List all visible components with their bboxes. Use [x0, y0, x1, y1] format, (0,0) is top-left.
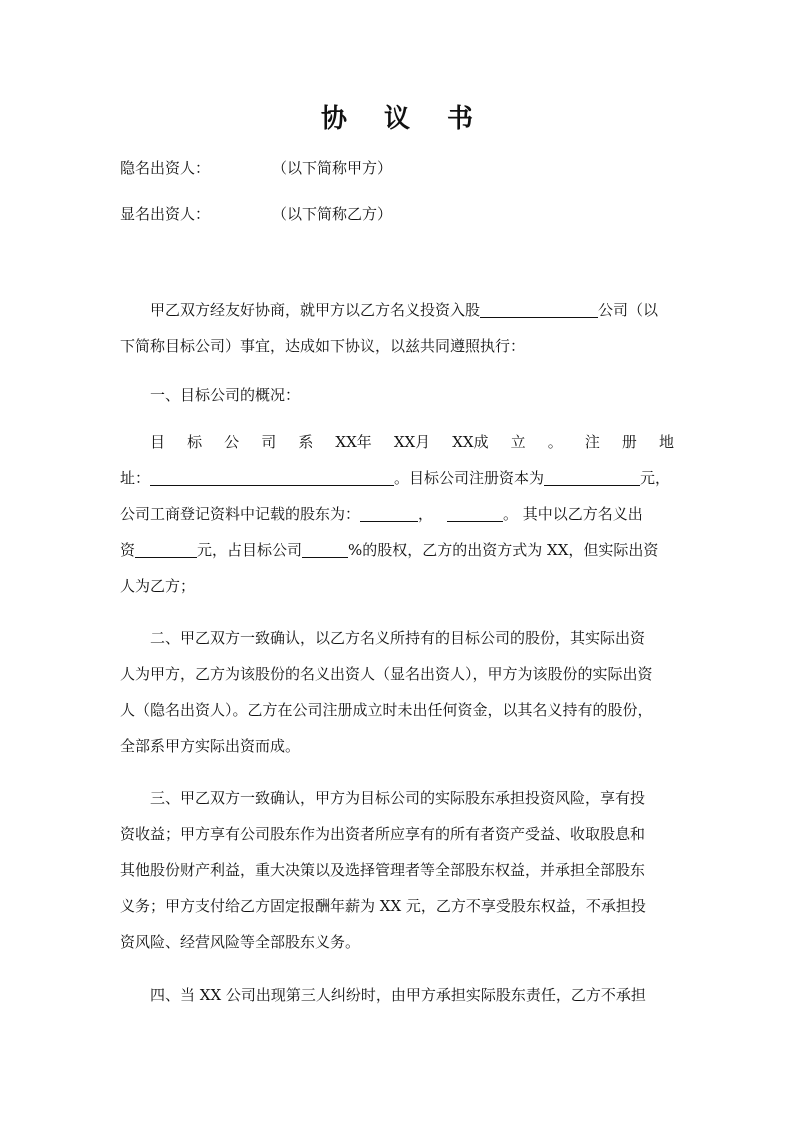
- section-3-line: 资收益；甲方享有公司股东作为出资者所应享有的所有者资产受益、收取股息和: [120, 825, 646, 843]
- intro-text-b: 公司（以: [598, 301, 659, 319]
- party-a-note: （以下简称甲方）: [272, 159, 393, 177]
- section-3-line: 资风险、经营风险等全部股东义务。: [120, 933, 361, 951]
- section-2-line: 人（隐名出资人）。乙方在公司注册成立时未出任何资金，以其名义持有的股份，: [120, 701, 653, 719]
- section-3-line: 义务；甲方支付给乙方固定报酬年薪为 XX 元，乙方不享受股东权益，不承担投: [120, 897, 646, 915]
- section-1-spread-line: [120, 424, 674, 460]
- blank-shareholder-1: [360, 505, 418, 522]
- spread-word: XX年: [335, 433, 372, 451]
- section-2-line: 人为甲方，乙方为该股份的名义出资人（显名出资人），甲方为该股份的实际出资: [120, 665, 653, 683]
- intro-line-1: [120, 292, 674, 328]
- spread-word: 注: [584, 433, 600, 451]
- party-a-label: 隐名出资人：: [120, 159, 211, 177]
- section-3-line: 三、甲乙双方一致确认，甲方为目标公司的实际股东承担投资风险，享有投: [150, 789, 646, 807]
- blank-shareholder-2: [447, 505, 503, 522]
- blank-address: [150, 469, 394, 486]
- party-b-line: [120, 204, 392, 224]
- spread-word: XX月: [393, 433, 431, 451]
- party-b-label: 显名出资人：: [120, 205, 211, 223]
- share-percent-label: 元，占目标公司: [197, 541, 303, 559]
- capital-label: 资: [120, 541, 136, 559]
- registered-capital-text: 。目标公司注册资本为: [394, 469, 545, 487]
- contribution-method-text: %的股权，乙方的出资方式为 XX，但实际出资: [348, 541, 659, 559]
- intro-text-a: 甲乙双方经友好协商，就甲方以乙方名义投资入股: [150, 301, 481, 319]
- party-a-line: [120, 158, 392, 178]
- spread-word: XX成: [452, 433, 489, 451]
- spread-word: 立: [510, 433, 526, 451]
- spread-word: 目: [150, 433, 166, 451]
- spread-word: 公: [224, 433, 240, 451]
- section-2-line: 二、甲乙双方一致确认，以乙方名义所持有的目标公司的股份，其实际出资: [150, 629, 646, 647]
- spread-word: 司: [261, 433, 277, 451]
- section-1-line-4: [120, 532, 674, 568]
- section-2-paragraph: [120, 620, 674, 764]
- blank-share-percent: [302, 541, 348, 558]
- blank-company-name: [480, 301, 598, 318]
- section-1-line-2: [120, 460, 674, 496]
- spread-word: 地: [658, 433, 674, 451]
- shareholders-tail-text: 。 其中以乙方名义出: [503, 505, 643, 523]
- address-label: 址：: [120, 469, 151, 487]
- section-3-paragraph: [120, 780, 674, 960]
- spread-word: 。: [547, 433, 563, 451]
- party-b-note: （以下简称乙方）: [272, 205, 393, 223]
- intro-paragraph: [120, 292, 674, 364]
- section-4-paragraph: [120, 977, 674, 1013]
- section-1-line-5: 人为乙方；: [120, 577, 196, 595]
- intro-line-2: 下简称目标公司）事宜，达成如下协议，以兹共同遵照执行：: [120, 337, 526, 355]
- document-title: 协 议 书: [320, 104, 488, 134]
- section-1-heading-block: [120, 377, 674, 413]
- section-1-line-3: [120, 496, 674, 532]
- section-3-line: 其他股份财产利益，重大决策以及选择管理者等全部股东权益，并承担全部股东: [120, 861, 646, 879]
- blank-capital-amount: [135, 541, 197, 558]
- yuan-text: 元，: [640, 469, 671, 487]
- section-1-heading: 一、目标公司的概况：: [150, 386, 301, 404]
- spread-word: 系: [298, 433, 314, 451]
- shareholders-label: 公司工商登记资料中记载的股东为：: [120, 505, 361, 523]
- spread-word: 册: [621, 433, 637, 451]
- section-1-body: [120, 424, 674, 604]
- spread-word: 标: [187, 433, 203, 451]
- section-2-line: 全部系甲方实际出资而成。: [120, 737, 301, 755]
- blank-registered-capital: [544, 469, 640, 486]
- comma-text: ，: [418, 505, 434, 523]
- section-4-line: 四、当 XX 公司出现第三人纠纷时，由甲方承担实际股东责任，乙方不承担: [150, 986, 646, 1004]
